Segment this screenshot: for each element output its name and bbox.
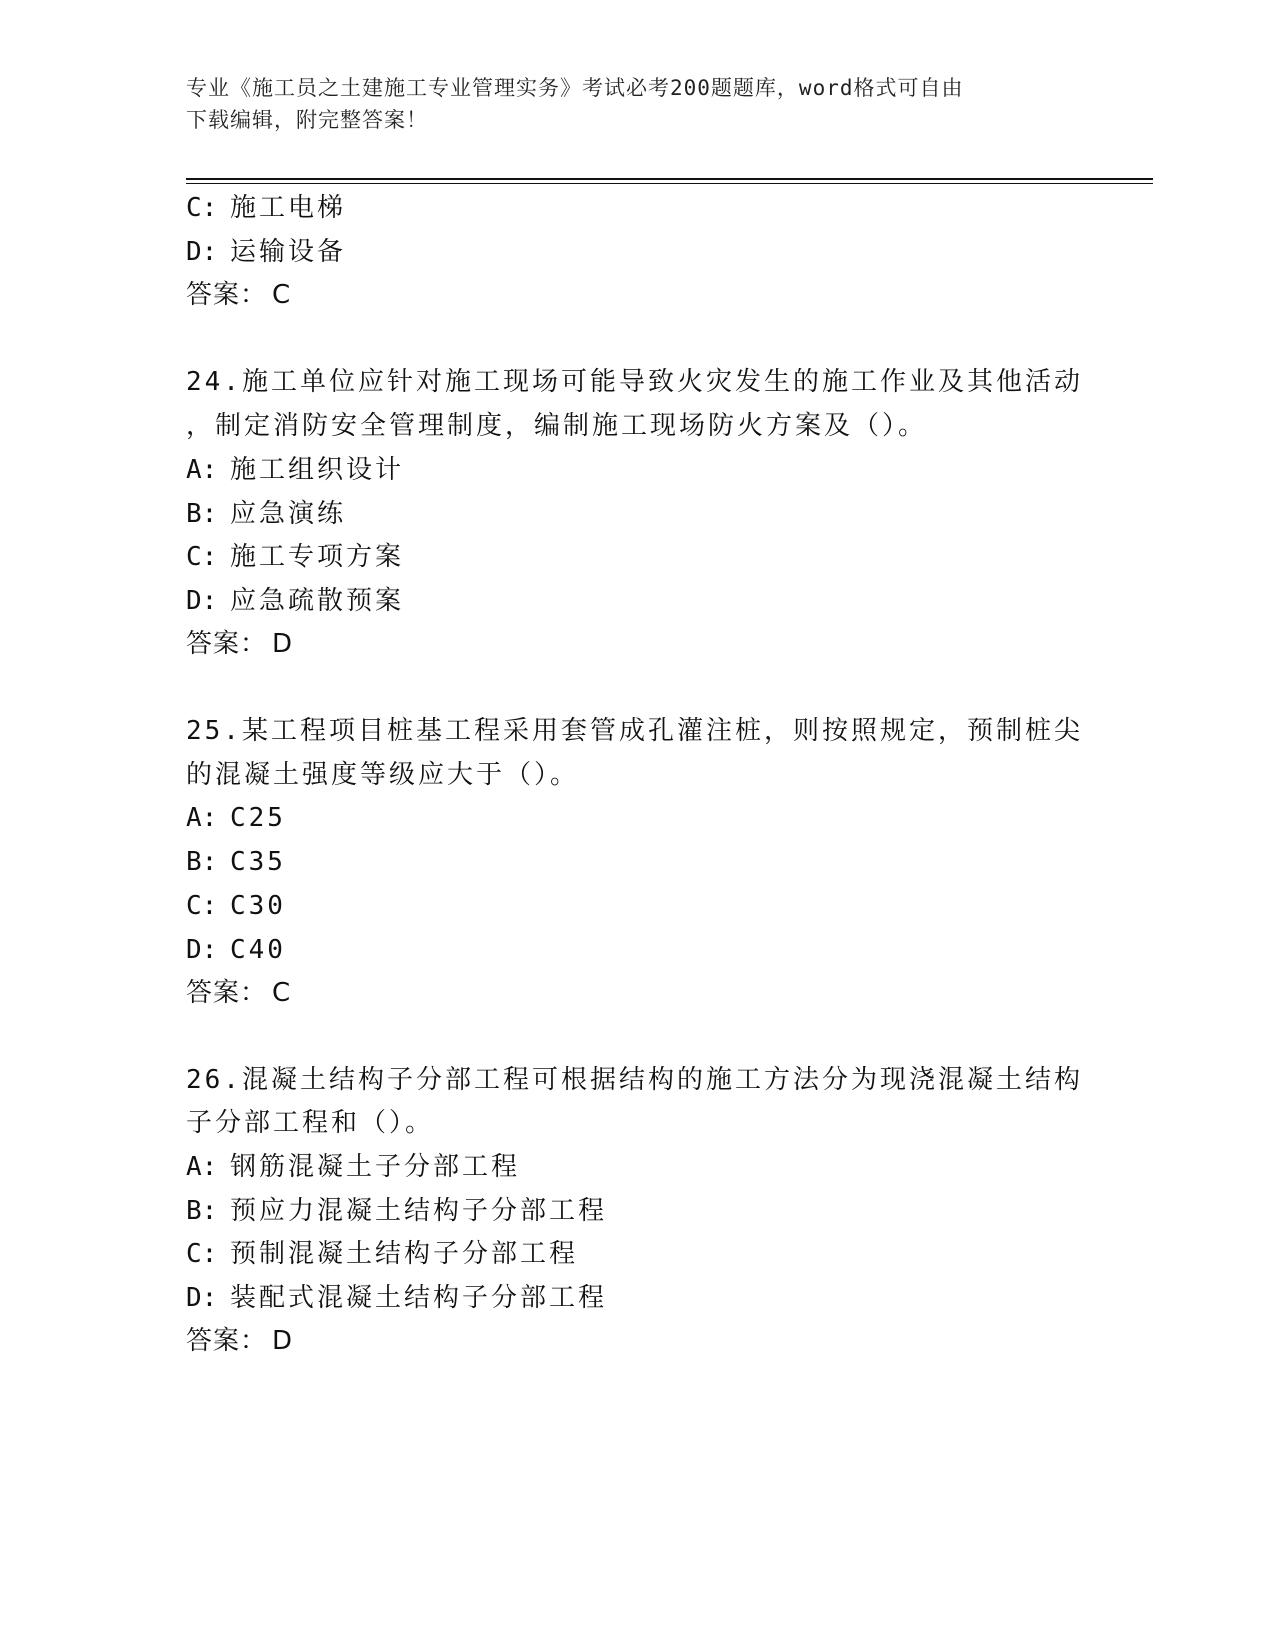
option-a: A: 钢筋混凝土子分部工程 [186, 1152, 521, 1182]
option-b: B: C35 [186, 847, 286, 877]
header-divider-thick [186, 178, 1153, 180]
question-24-line-1: 24.施工单位应针对施工现场可能导致火灾发生的施工作业及其他活动 [186, 367, 1083, 397]
header-line-2: 下载编辑，附完整答案！ [186, 108, 428, 132]
header-line-1: 专业《施工员之土建施工专业管理实务》考试必考200题题库，word格式可自由 [186, 76, 964, 100]
option-c: C: 施工电梯 [186, 193, 347, 223]
question-24-line-2: ，制定消防安全管理制度，编制施工现场防火方案及（）。 [186, 411, 928, 441]
header-divider-thin [186, 183, 1153, 184]
answer-line: 答案： D [186, 1326, 294, 1356]
document-header [186, 72, 1086, 136]
option-c: C: 预制混凝土结构子分部工程 [186, 1239, 579, 1269]
option-d: D: C40 [186, 935, 286, 965]
option-c: C: 施工专项方案 [186, 542, 405, 572]
option-c: C: C30 [186, 891, 286, 921]
question-25-line-2: 的混凝土强度等级应大于（）。 [186, 760, 580, 790]
option-a: A: 施工组织设计 [186, 455, 405, 485]
question-26-line-2: 子分部工程和（）。 [186, 1108, 435, 1138]
answer-line: 答案： C [186, 978, 292, 1008]
answer-line: 答案： D [186, 629, 294, 659]
option-d: D: 装配式混凝土结构子分部工程 [186, 1283, 608, 1313]
option-b: B: 应急演练 [186, 499, 347, 529]
question-26-line-1: 26.混凝土结构子分部工程可根据结构的施工方法分为现浇混凝土结构 [186, 1065, 1083, 1095]
option-d: D: 运输设备 [186, 237, 347, 267]
option-b: B: 预应力混凝土结构子分部工程 [186, 1196, 608, 1226]
question-25-line-1: 25.某工程项目桩基工程采用套管成孔灌注桩，则按照规定，预制桩尖 [186, 716, 1083, 746]
option-a: A: C25 [186, 803, 286, 833]
answer-line: 答案： C [186, 280, 292, 310]
option-d: D: 应急疏散预案 [186, 586, 405, 616]
